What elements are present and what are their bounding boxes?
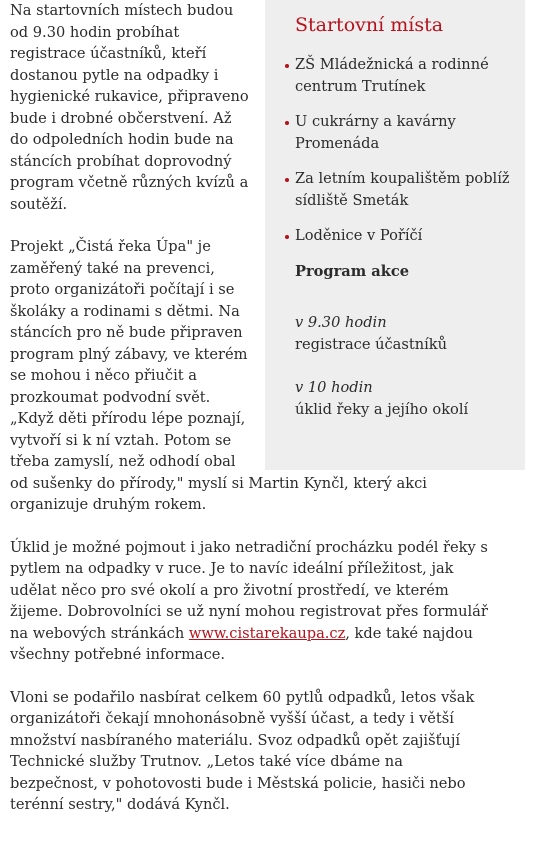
bullet-icon <box>285 178 289 182</box>
program-time: v 10 hodin <box>295 379 373 396</box>
bullet-icon <box>285 235 289 239</box>
bullet-icon <box>285 121 289 125</box>
bullet-icon <box>285 64 289 68</box>
article-body <box>10 0 510 837</box>
info-box <box>265 0 525 470</box>
start-locations-list <box>295 54 511 247</box>
paragraph-2: Projekt „Čistá řeka Úpa" je zaměřený také na prevenci, proto organizátoři počítají i se školáky a rodinami s dětmi. Na stáncích pro ně bude připraven program plný zábavy, ve kterém se mohou i něco přiučit a prozkoumat podvodní svět. „Když děti přírodu lépe poznají, vytvoří si k ní vztah. Potom se třeba zamyslí, než odhodí obal od sušenky do přírody," myslí si Martin Kynčl, který akci organizuje druhým rokem. <box>10 238 427 513</box>
paragraph-3: Úklid je možné pojmout i jako netradiční procházku podél řeky s pytlem na odpadky v ruce. Je to navíc ideální příležitost, jak udělat něco pro své okolí a pro životní prostředí, ve kterém žijeme. Dobrovolníci se už nyní mohou registrovat přes formulář na webových stránkách www.cistarekaupa.cz, kde také najdou všechny potřebné informace. <box>10 538 488 663</box>
program-item <box>295 312 511 355</box>
list-item: U cukrárny a kavárny Promenáda <box>295 111 511 154</box>
list-item: ZŠ Mládežnická a rodinné centrum Trutínek <box>295 54 511 97</box>
list-item: Za letním koupalištěm poblíž sídliště Smeták <box>295 168 511 211</box>
program-desc: úklid řeky a jejího okolí <box>295 400 469 418</box>
info-box-title: Startovní místa <box>295 14 444 36</box>
program-heading: Program akce <box>295 262 410 280</box>
program-item <box>295 377 511 420</box>
website-link[interactable]: www.cistarekaupa.cz <box>188 624 346 642</box>
paragraph-1: Na startovních místech budou od 9.30 hodin probíhat registrace účastníků, kteří dostanou pytle na odpadky i hygienické rukavice, připraveno bude i drobné občerstvení. Až do odpoledních hodin bude na stáncích probíhat doprovodný program včetně různých kvízů a soutěží. <box>10 2 249 213</box>
program-desc: registrace účastníků <box>295 335 448 353</box>
list-item: Loděnice v Poříčí <box>295 225 511 247</box>
paragraph-4: Vloni se podařilo nasbírat celkem 60 pytlů odpadků, letos však organizátoři čekají mnohonásobně vyšší účast, a tedy i větší množství nasbíraného materiálu. Svoz odpadků opět zajišťují Technické služby Trutnov. „Letos také více dbáme na bezpečnost, v pohotovosti bude i Městská policie, hasiči nebo terénní sestry," dodává Kynčl. <box>10 688 475 813</box>
program-time: v 9.30 hodin <box>295 314 387 331</box>
